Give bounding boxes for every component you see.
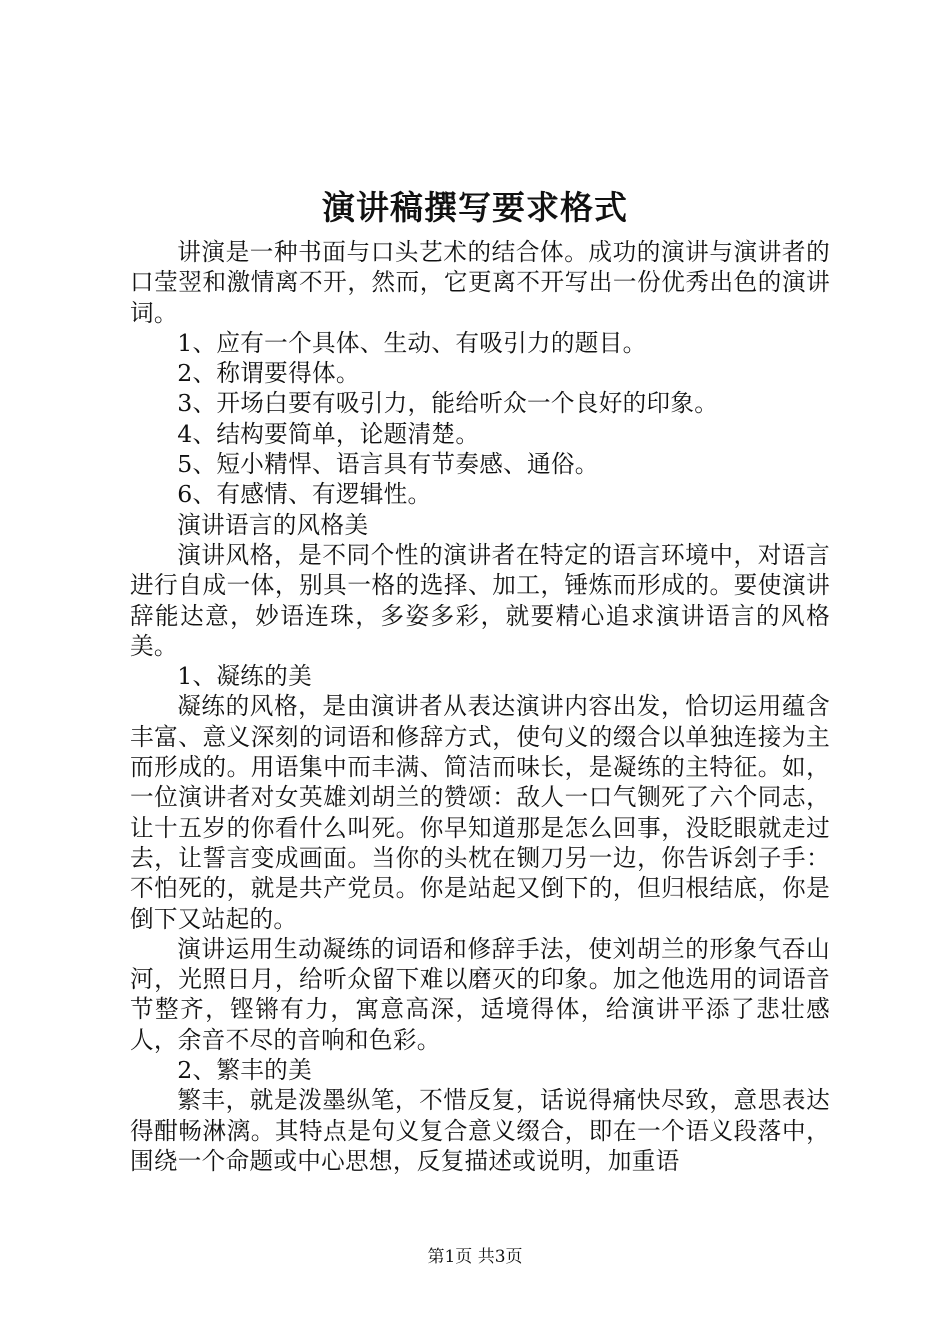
section-heading-style: 演讲语言的风格美 [177, 510, 369, 539]
list-item-4: 4、结构要简单，论题清楚。 [177, 419, 480, 448]
paragraph-intro: 讲演是一种书面与口头艺术的结合体。成功的演讲与演讲者的口莹翌和激情离不开，然而，它更离不开写出一份优秀出色的演讲词。 [130, 238, 830, 327]
page-footer: 第1页 共3页 [427, 1247, 523, 1267]
list-item-6: 6、有感情、有逻辑性。 [177, 480, 432, 509]
subheading-rich: 2、繁丰的美 [177, 1056, 312, 1085]
paragraph-concise: 凝练的风格，是由演讲者从表达演讲内容出发，恰切运用蕴含丰富、意义深刻的词语和修辞方式，使句义的缀合以单独连接为主而形成的。用语集中而丰满、简洁而味长，是凝练的主特征。如，一位演讲者对女英雄刘胡兰的赞颂：敌人一口气铡死了六个同志，让十五岁的你看什么叫死。你早知道那是怎么回事，没眨眼就走过去，让誓言变成画面。当你的头枕在铡刀另一边，你告诉刽子手：不怕死的，就是共产党员。你是站起又倒下的，但归根结底，你是倒下又站起的。 [130, 692, 830, 933]
paragraph-style: 演讲风格，是不同个性的演讲者在特定的语言环境中，对语言进行自成一体，别具一格的选择、加工，锤炼而形成的。要使演讲辞能达意，妙语连珠，多姿多彩，就要精心追求演讲语言的风格美。 [130, 540, 830, 660]
list-item-2: 2、称谓要得体。 [177, 359, 360, 388]
paragraph-rich: 繁丰，就是泼墨纵笔，不惜反复，话说得痛快尽致，意思表达得酣畅淋漓。其特点是句义复合意义缀合，即在一个语义段落中，围绕一个命题或中心思想，反复描述或说明，加重语 [130, 1086, 830, 1175]
list-item-1: 1、应有一个具体、生动、有吸引力的题目。 [177, 328, 647, 357]
document-title: 演讲稿撰写要求格式 [322, 188, 628, 227]
list-item-5: 5、短小精悍、语言具有节奏感、通俗。 [177, 450, 599, 479]
subheading-concise: 1、凝练的美 [177, 662, 312, 691]
list-item-3: 3、开场白要有吸引力，能给听众一个良好的印象。 [177, 389, 719, 418]
document-body [130, 237, 830, 1176]
paragraph-concise-analysis: 演讲运用生动凝练的词语和修辞手法，使刘胡兰的形象气吞山河，光照日月，给听众留下难以磨灭的印象。加之他选用的词语音节整齐，铿锵有力，寓意高深，适境得体，给演讲平添了悲壮感人，余音不尽的音响和色彩。 [130, 934, 830, 1054]
